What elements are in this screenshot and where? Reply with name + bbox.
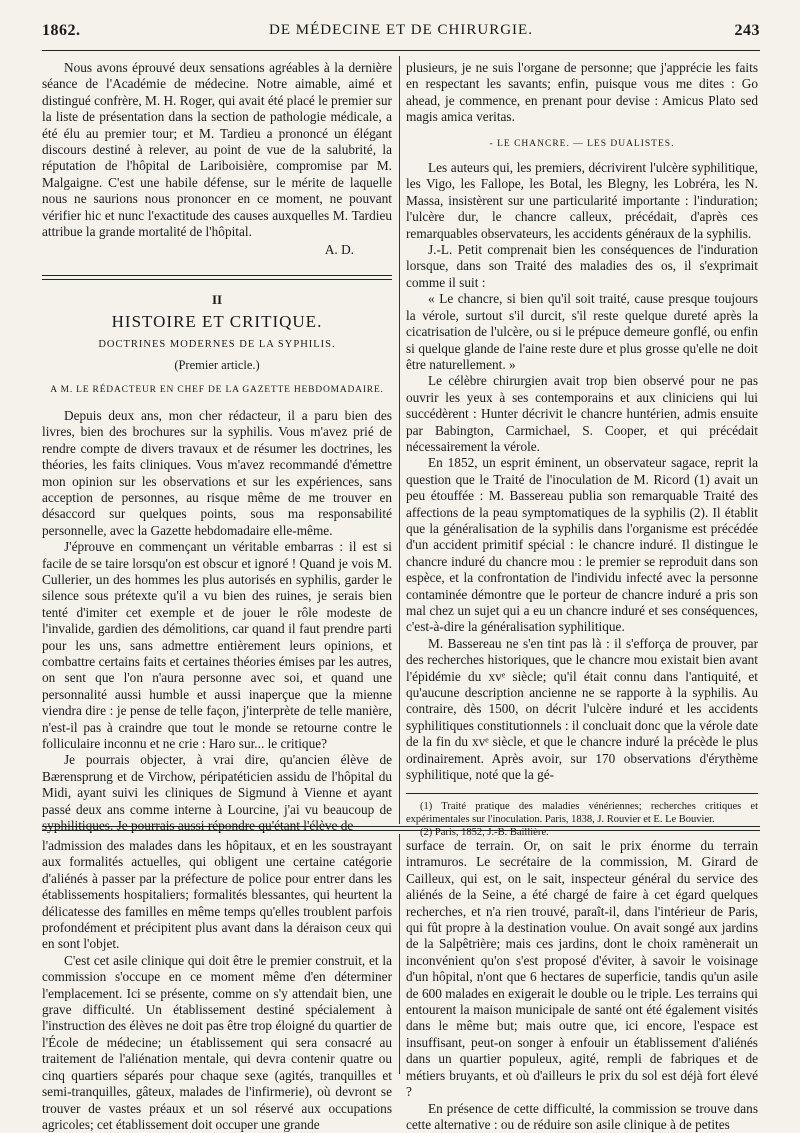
section-number: II (42, 292, 392, 308)
paragraph: C'est cet asile clinique qui doit être le premier construit, et la commission s'occupe en ce moment même d'en déterminer l'emplacement. Ici se présente, comme on s'y attendait bien, une grave difficulté. Un établissement destiné spécialement à l'instruction des élèves ne doit pas être trop éloigné du quartier de l'École de médecine; un établissement qui sera consacré au traitement de l'aliénation mentale, qui devra contenir quatre ou cinq quartiers séparés pour chaque sexe (agités, tranquilles et semi-tranquilles, gâteux, malades de l'infirmerie), où devront se trouver de vastes préaux et un sol réservé aux occupations agricoles; cet établissement doit occuper une grande (42, 953, 392, 1133)
paragraph: surface de terrain. Or, on sait le prix énorme du terrain intramuros. Le secrétaire de la commission, M. Girard de Cailleux, qui est, on le sait, inspecteur général du service des aliénés de la Seine, a été chargé de faire à cet égard quelques recherches, et n'a rien trouvé, paraît-il, dans l'intérieur de Paris, qui fût propre à la destination voulue. On avait songé aux jardins de la Salpêtrière; mais ces jardins, dont le choix ramènerait un inconvénient qu'on s'est proposé d'éviter, à savoir le voisinage d'un hôpital, n'ont que 6 hectares de superficie, tandis qu'un asile de 600 malades en exigerait le double ou le triple. Les terrains qui entourent la maison municipale de santé ont été également visités dans le même but; mais outre que, ici encore, l'espace est insuffisant, peut-on songer à enfouir un établissement d'aliénés dans un quartier populeux, agité, rempli de fabriques et de métiers bruyants, et où d'ailleurs le prix du sol est déjà fort élevé ? (406, 838, 758, 1101)
footnote: (2) Paris, 1852, J.-B. Baillière. (406, 826, 758, 839)
paragraph: plusieurs, je ne suis l'organe de personne; que j'apprécie les faits en respectant les savants; enfin, puisque vous me dites : Go ahead, je commence, en prenant pour devise : Amicus Plato sed magis amica veritas. (406, 60, 758, 126)
paragraph: M. Bassereau ne s'en tint pas là : il s'efforça de prouver, par des recherches historiques, que le chancre mou existait bien avant l'épidémie du xvᵉ siècle; qu'il était connu dans l'antiquité, et qu'aucune description ancienne ne se rapporte à la syphilis. Au contraire, dès 1500, on décrit l'ulcère induré et les accidents syphilitiques constitutionnels : il concluait donc que la vérole date de la fin du xvᵉ siècle, et que le chancre induré la précède le plus ordinairement. Après avoir, sur 170 observations d'érythème syphilitique, noté que la gé- (406, 636, 758, 784)
footnote-rule (406, 793, 758, 794)
paragraph: En 1852, un esprit éminent, un observateur sagace, reprit la question que le Traité de l'inoculation de M. Ricord (1) avait un peu étouffée : M. Bassereau publia son remarquable Traité des affections de la peau symptomatiques de la syphilis (2). Il établit que la généralisation de la syphilis dans l'organisme est précédée d'un accident primitif spécial : le chancre induré. Il distingue le chancre induré du chancre mou : le premier se reproduit dans son espèce, et la confrontation de l'individu infecté avec la personne contaminée démontre que le porteur de chancre induré a pris son mal chez un sujet qui a eu un chancre induré et ses conséquences, c'est-à-dire la généralisation syphilitique. (406, 455, 758, 635)
double-rule (42, 275, 392, 280)
header-journal-title: DE MÉDECINE ET DE CHIRURGIE. (42, 22, 760, 39)
header-page-number: 243 (735, 22, 761, 40)
subsection-heading: - LE CHANCRE. — LES DUALISTES. (406, 136, 758, 152)
signature: A. D. (42, 242, 392, 258)
footnotes (406, 800, 758, 839)
paragraph: Les auteurs qui, les premiers, décrivirent l'ulcère syphilitique, les Vigo, les Fallope, les Botal, les Blegny, les Lobréra, les N. Massa, insistèrent sur une particularité importante : l'induration; l'ulcère dur, le chancre calleux, précédait, d'après ces remarquables observateurs, les accidents généraux de la syphilis. (406, 160, 758, 242)
article-subtitle: DOCTRINES MODERNES DE LA SYPHILIS. (42, 337, 392, 353)
paragraph: Nous avons éprouvé deux sensations agréables à la dernière séance de l'Académie de médecine. Notre aimable, aimé et distingué confrère, M. H. Roger, qui avait été placé le premier sur la liste de présentation dans la section de pathologie médicale, a été élu au premier tour; et M. Tardieu a prononcé un élégant discours destiné à relever, au point de vue de la salubrité, la réputation de l'hôpital de Lariboisière, compromise par M. Malgaigne. C'est une habile défense, sur le mérite de laquelle nous ne saurions nous prononcer en ce moment, ne pouvant vérifier hic et nunc l'exactitude des causes auxquelles M. Tardieu attribue la grande mortalité de l'hôpital. (42, 60, 392, 240)
column-left-top (42, 60, 392, 834)
running-header (42, 22, 760, 48)
paragraph: Je pourrais objecter, à vrai dire, qu'ancien élève de Bærensprung et de Virchow, péripatéticien assidu de l'hôpital du Midi, ayant suivi les cliniques de Sigmund à Vienne et ayant passé deux ans comme interne à Lourcine, j'ai vu beaucoup de syphilitiques. Je pourrais aussi répondre qu'étant l'élève de (42, 752, 392, 834)
paragraph: J.-L. Petit comprenait bien les conséquences de l'induration lorsque, dans son Traité des maladies des os, il s'exprimait comme il suit : (406, 242, 758, 291)
column-divider-bottom (399, 834, 400, 1074)
footnote: (1) Traité pratique des maladies vénériennes; recherches critiques et expérimentales sur l'inoculation. Paris, 1838, J. Rouvier et E. Le Bouvier. (406, 800, 758, 826)
column-right-top (406, 60, 758, 839)
paragraph: Depuis deux ans, mon cher rédacteur, il a paru bien des livres, bien des brochures sur la syphilis. Vous m'avez prié de rendre compte de divers travaux et de résumer les doctrines, les théories, les faits cliniques. Vous m'avez recommandé d'émettre mon opinion sur les observations et sur les expériences, sans acception de personnes, au risque même de me trouver en désaccord sur quelques points, sous ma responsabilité personnelle, avec la Gazette hebdomadaire elle-même. (42, 408, 392, 539)
paragraph: J'éprouve en commençant un véritable embarras : il est si facile de se taire lorsqu'on est obscur et ignoré ! Quand je vois M. Cullerier, un des hommes les plus autorisés en syphilis, garder le silence sous prétexte qu'il a vu bien des ruines, je serais bien tenté d'imiter cet exemple et de jouer le rôle modeste de l'invalide, gardien des démolitions, car quand il faut prendre parti pour les uns, sans admettre entièrement leurs opinions, et combattre certains faits et certaines théories émises par les autres, on sent que l'on n'aura personne avec soi, et quand une personnalité aussi humble et aussi inaperçue que la mienne viendra dire : je pense de telle façon, j'interprète de telle manière, n'est-il pas à craindre que tout le monde se retourne contre le folliculaire inconnu et ne crie : Haro sur... le critique? (42, 539, 392, 752)
column-right-bottom (406, 838, 758, 1133)
article-note: (Premier article.) (42, 357, 392, 373)
section-title: HISTOIRE ET CRITIQUE. (42, 314, 392, 330)
quote-paragraph: « Le chancre, si bien qu'il soit traité, cause presque toujours la vérole, surtout s'il durcit, s'il reste quelque dureté après la cicatrisation de l'ulcère, ou si le prépuce demeure gonflé, ou enfin si quelque glande de l'aine reste dure et plus grosse qu'elle ne doit être naturellement. » (406, 291, 758, 373)
paragraph: Le célèbre chirurgien avait trop bien observé pour ne pas ouvrir les yeux à ses contemporains et aux cliniciens qui lui succédèrent : Hunter décrivit le chancre huntérien, admis ensuite par Babington, Carmichael, S. Cooper, et qui précédait nécessairement la vérole. (406, 373, 758, 455)
column-divider-top (399, 56, 400, 824)
header-rule (42, 50, 760, 51)
header-year: 1862. (42, 22, 81, 40)
paragraph: En présence de cette difficulté, la commission se trouve dans cette alternative : ou de réduire son asile clinique à de petites (406, 1101, 758, 1133)
article-address: A M. LE RÉDACTEUR EN CHEF DE LA GAZETTE HEBDOMADAIRE. (42, 382, 392, 398)
column-left-bottom (42, 838, 392, 1133)
paragraph: l'admission des malades dans les hôpitaux, et en les soustrayant aux formalités actuelles, qui obligent une certaine catégorie d'aliénés à passer par la préfecture de police pour entrer dans les établissements hospitaliers; formalités blessantes, qui heurtent la délicatesse des familles en même temps qu'elles troublent parfois profondément et précipitent plus avant dans la déraison ceux qui en sont l'objet. (42, 838, 392, 953)
